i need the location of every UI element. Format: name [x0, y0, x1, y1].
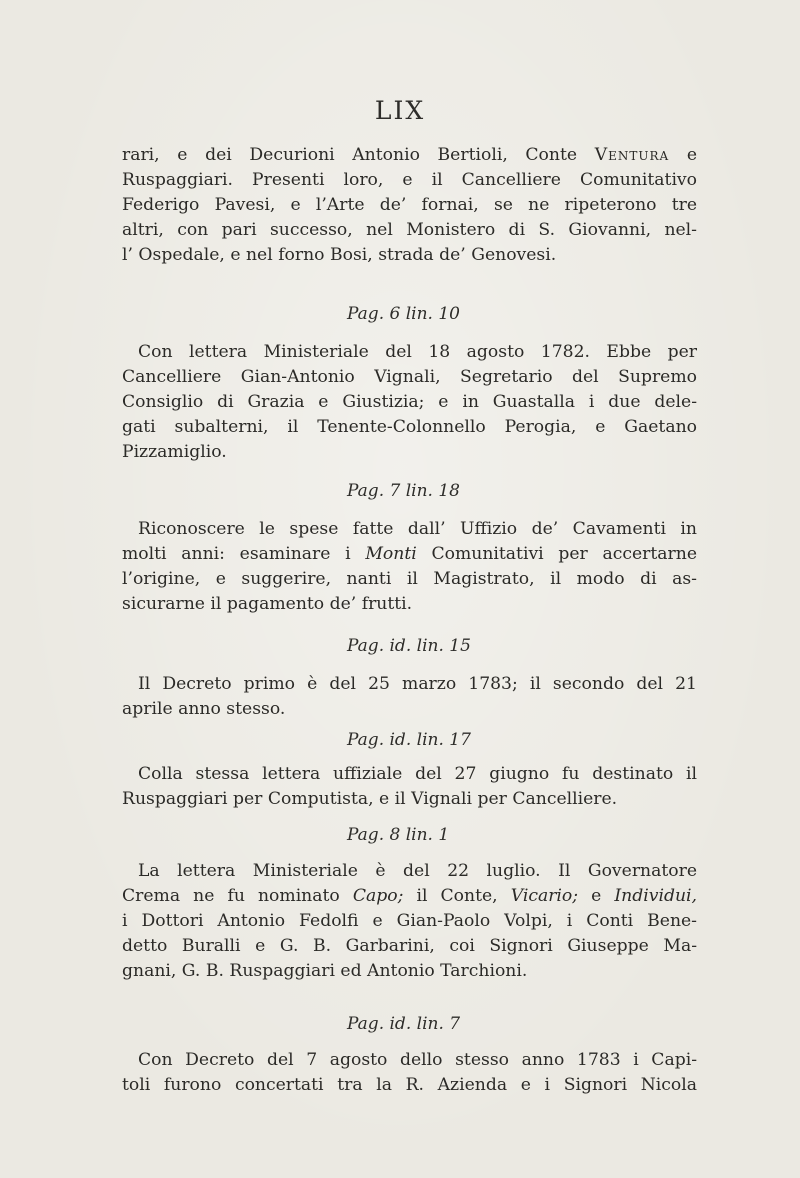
paragraph-note [122, 762, 697, 812]
text-line: Crema ne fu nominato Capo; il Conte, Vicario; e Individui, [122, 886, 697, 906]
text-line: Cancelliere Gian-Antonio Vignali, Segretario del Supremo [122, 367, 697, 387]
text-line: Colla stessa lettera uffiziale del 27 giugno fu destinato il [138, 764, 697, 784]
page-reference: Pag. 7 lin. 18 [347, 481, 460, 501]
text-line: Il Decreto primo è del 25 marzo 1783; il secondo del 21 [138, 674, 697, 694]
paragraph-intro [122, 143, 697, 268]
text-line: La lettera Ministeriale è del 22 luglio. Il Governatore [138, 861, 697, 881]
text-line: sicurarne il pagamento de’ frutti. [122, 594, 413, 614]
text-line: l’ Ospedale, e nel forno Bosi, strada de’ Genovesi. [122, 245, 557, 265]
text-line: Pizzamiglio. [122, 442, 227, 462]
paragraph-note [122, 340, 697, 465]
text-line: gnani, G. B. Ruspaggiari ed Antonio Tarchioni. [122, 961, 528, 981]
page-number: LIX [374, 96, 426, 125]
text-line: gati subalterni, il Tenente-Colonnello Perogia, e Gaetano [122, 417, 697, 437]
text-line: Ruspaggiari. Presenti loro, e il Cancelliere Comunitativo [122, 170, 697, 190]
text-line: rari, e dei Decurioni Antonio Bertioli, Conte Ventura e [122, 145, 697, 165]
paragraph-note [122, 517, 697, 617]
text-line: toli furono concertati tra la R. Azienda e i Signori Nicola [122, 1075, 697, 1095]
text-line: altri, con pari successo, nel Monistero di S. Giovanni, nel- [122, 220, 697, 240]
text-line: detto Buralli e G. B. Garbarini, coi Signori Giuseppe Ma- [122, 936, 697, 956]
paragraph-note [122, 1048, 697, 1098]
page-reference: Pag. id. lin. 7 [347, 1014, 461, 1034]
text-line: Con lettera Ministeriale del 18 agosto 1782. Ebbe per [138, 342, 697, 362]
text-line: aprile anno stesso. [122, 699, 286, 719]
text-line: l’origine, e suggerire, nanti il Magistrato, il modo di as- [122, 569, 697, 589]
text-line: i Dottori Antonio Fedolfi e Gian-Paolo Volpi, i Conti Bene- [122, 911, 697, 931]
text-line: Riconoscere le spese fatte dall’ Uffizio de’ Cavamenti in [138, 519, 697, 539]
page-reference: Pag. id. lin. 15 [347, 636, 471, 656]
text-line: molti anni: esaminare i Monti Comunitativi per accertarne [122, 544, 697, 564]
page-reference: Pag. id. lin. 17 [347, 730, 471, 750]
paragraph-note [122, 672, 697, 722]
text-line: Con Decreto del 7 agosto dello stesso anno 1783 i Capi- [138, 1050, 697, 1070]
paragraph-note [122, 859, 697, 984]
page-reference: Pag. 8 lin. 1 [347, 825, 450, 845]
page-reference: Pag. 6 lin. 10 [347, 304, 460, 324]
text-line: Consiglio di Grazia e Giustizia; e in Guastalla i due dele- [122, 392, 697, 412]
text-line: Federigo Pavesi, e l’Arte de’ fornai, se ne ripeterono tre [122, 195, 697, 215]
text-line: Ruspaggiari per Computista, e il Vignali per Cancelliere. [122, 789, 618, 809]
